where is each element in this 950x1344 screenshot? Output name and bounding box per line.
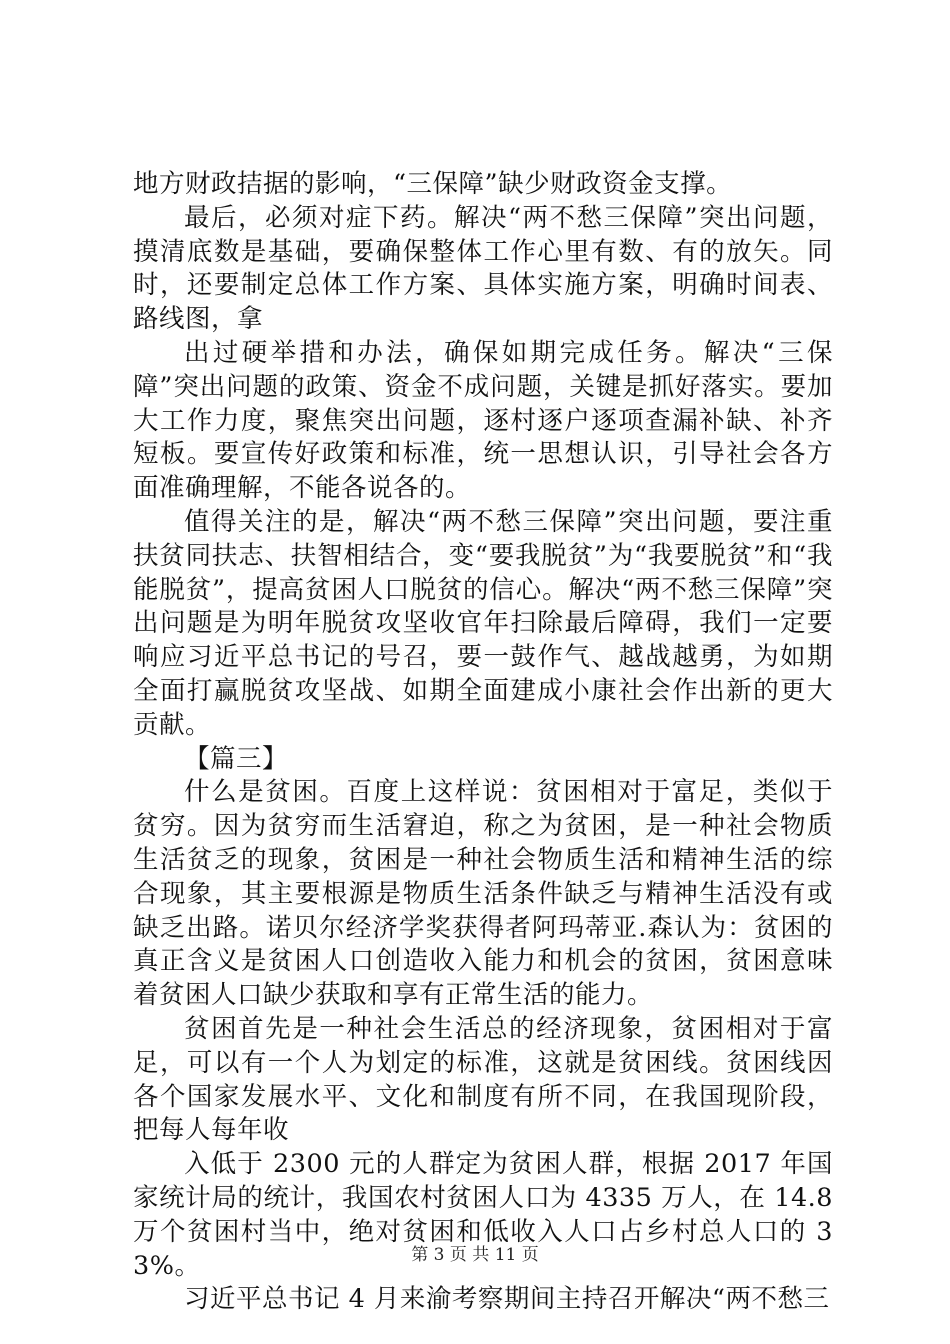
paragraph-4: 值得关注的是，解决“两不愁三保障”突出问题，要注重扶贫同扶志、扶智相结合，变“要我脱贫”为“我要脱贫”和“我能脱贫”，提高贫困人口脱贫的信心。解决“两不愁三保障”突出问题是为明年脱贫攻坚收官年扫除最后障碍，我们一定要响应习近平总书记的号召，要一鼓作气、越战越勇，为如期全面打赢脱贫攻坚战、如期全面建成小康社会作出新的更大贡献。 [133,506,833,740]
paragraph-5: 什么是贫困。百度上这样说：贫困相对于富足，类似于贫穷。因为贫穷而生活窘迫，称之为贫困，是一种社会物质生活贫乏的现象，贫困是一种社会物质生活和精神生活的综合现象，其主要根源是物质生活条件缺乏与精神生活没有或缺乏出路。诺贝尔经济学奖获得者阿玛蒂亚.森认为：贫困的真正含义是贫困人口创造收入能力和机会的贫困，贫困意味着贫困人口缺少获取和享有正常生活的能力。 [133,777,833,1011]
section-heading: 【篇三】 [184,743,289,774]
paragraph-1: 地方财政拮据的影响，“三保障”缺少财政资金支撑。 [133,169,733,199]
document-body [133,168,833,1317]
paragraph-3: 出过硬举措和办法，确保如期完成任务。解决“三保障”突出问题的政策、资金不成问题，关键是抓好落实。要加大工作力度，聚焦突出问题，逐村逐户逐项查漏补缺、补齐短板。要宣传好政策和标准，统一思想认识，引导社会各方面准确理解，不能各说各的。 [133,337,833,504]
paragraph-8: 习近平总书记 4 月来渝考察期间主持召开解决“两不愁三 [184,1284,830,1315]
paragraph-6: 贫困首先是一种社会生活总的经济现象，贫困相对于富足，可以有一个人为划定的标准，这就是贫困线。贫困线因各个国家发展水平、文化和制度有所不同，在我国现阶段，把每人每年收 [133,1013,833,1146]
paragraph-2: 最后，必须对症下药。解决“两不愁三保障”突出问题，摸清底数是基础，要确保整体工作心里有数、有的放矢。同时，还要制定总体工作方案、具体实施方案，明确时间表、路线图，拿 [133,202,833,335]
page-footer: 第 3 页 共 11 页 [411,1245,539,1265]
paragraph-7: 入低于 2300 元的人群定为贫困人群，根据 2017 年国家统计局的统计，我国农村贫困人口为 4335 万人，在 14.8 万个贫困村当中，绝对贫困和低收入人口占乡村总人口的 33%。 [133,1149,833,1281]
